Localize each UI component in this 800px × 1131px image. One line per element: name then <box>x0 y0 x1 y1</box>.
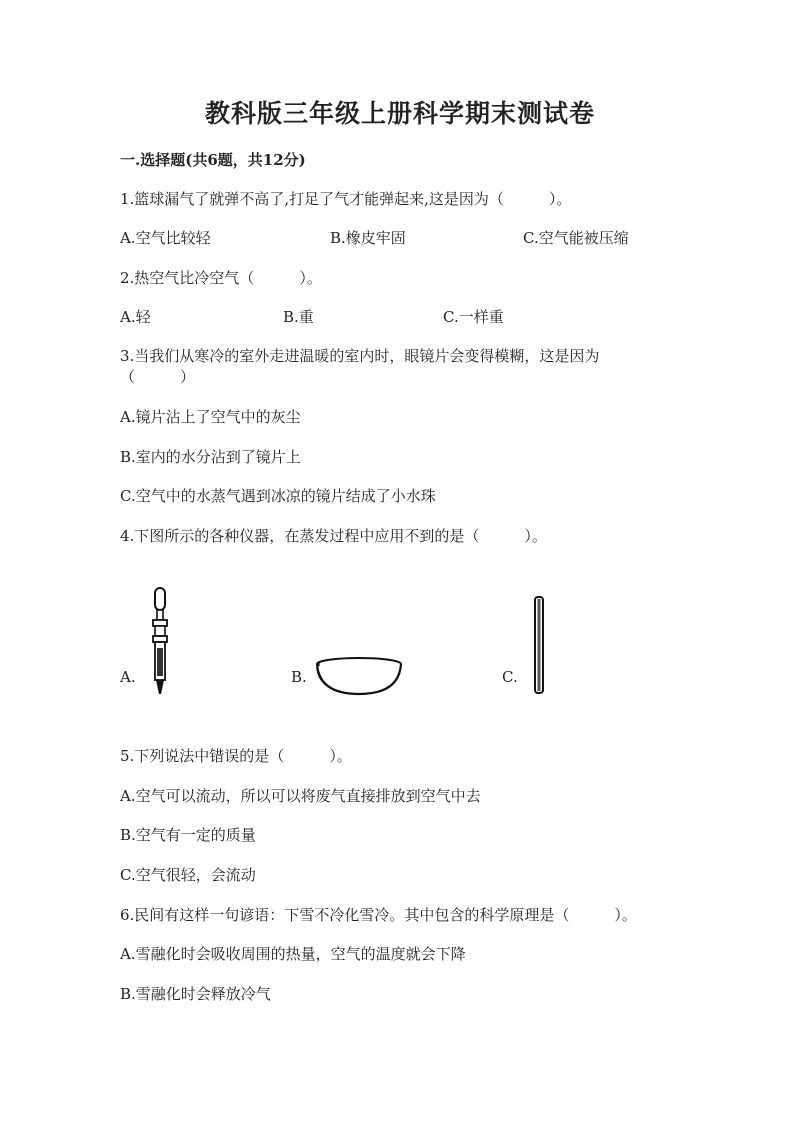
question-5-option-c[interactable]: C.空气很轻，会流动 <box>120 866 256 884</box>
question-2-option-a[interactable]: A.轻 <box>120 308 151 326</box>
question-3-option-c[interactable]: C.空气中的水蒸气遇到冰凉的镜片结成了小水珠 <box>120 487 436 505</box>
question-1-option-a[interactable]: A.空气比较轻 <box>120 229 211 247</box>
question-4-option-b[interactable]: B. <box>291 668 307 686</box>
glass-rod-icon <box>532 595 546 695</box>
question-3-option-a[interactable]: A.镜片沾上了空气中的灰尘 <box>120 408 301 426</box>
question-4-stem: 4.下图所示的各种仪器，在蒸发过程中应用不到的是（ ）。 <box>120 527 547 545</box>
question-6-option-b[interactable]: B.雪融化时会释放冷气 <box>120 985 271 1003</box>
question-6-option-a[interactable]: A.雪融化时会吸收周围的热量，空气的温度就会下降 <box>120 945 466 963</box>
question-1-option-c[interactable]: C.空气能被压缩 <box>523 229 629 247</box>
section-heading: 一.选择题(共6题，共12分) <box>120 151 306 169</box>
question-5-option-b[interactable]: B.空气有一定的质量 <box>120 826 256 844</box>
question-5-stem: 5.下列说法中错误的是（ ）。 <box>120 747 352 765</box>
question-2-stem: 2.热空气比冷空气（ ）。 <box>120 269 322 287</box>
page-title: 教科版三年级上册科学期末测试卷 <box>204 99 595 128</box>
question-2-option-b[interactable]: B.重 <box>283 308 314 326</box>
question-4-option-a[interactable]: A. <box>120 668 136 686</box>
question-3-stem-line-2: （ ） <box>120 368 196 386</box>
dropper-icon <box>148 586 174 698</box>
evaporating-dish-icon <box>315 656 405 698</box>
question-1-stem: 1.篮球漏气了就弹不高了,打足了气才能弹起来,这是因为（ ）。 <box>120 190 572 208</box>
question-6-stem: 6.民间有这样一句谚语：下雪不冷化雪冷。其中包含的科学原理是（ ）。 <box>120 906 637 924</box>
question-2-option-c[interactable]: C.一样重 <box>443 308 504 326</box>
question-5-option-a[interactable]: A.空气可以流动，所以可以将废气直接排放到空气中去 <box>120 787 481 805</box>
question-1-option-b[interactable]: B.橡皮牢固 <box>330 229 406 247</box>
question-4-option-c[interactable]: C. <box>502 668 518 686</box>
question-3-stem-line-1: 3.当我们从寒冷的室外走进温暖的室内时，眼镜片会变得模糊，这是因为 <box>120 347 600 365</box>
question-3-option-b[interactable]: B.室内的水分沾到了镜片上 <box>120 448 301 466</box>
